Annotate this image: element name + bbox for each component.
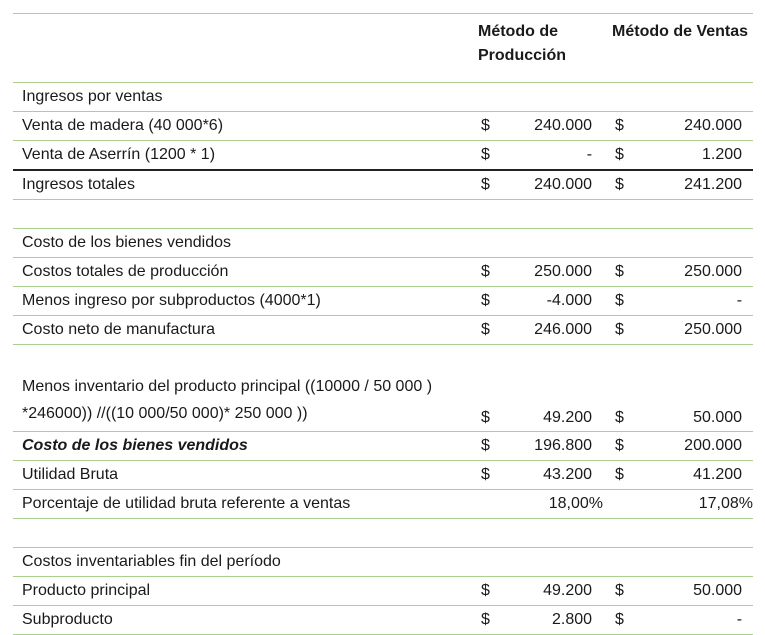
currency-symbol: $ — [603, 287, 623, 316]
row-sales-revenue-heading — [13, 83, 753, 112]
production-value: 246.000 — [489, 316, 603, 345]
header-empty-cell — [13, 14, 469, 83]
header-production-method: Método de Producción — [469, 14, 603, 83]
row-inventoriable-costs-heading — [13, 548, 753, 577]
row-sawdust-sales — [13, 141, 753, 171]
row-label: Costo de los bienes vendidos — [13, 432, 469, 461]
currency-symbol: $ — [603, 141, 623, 171]
row-label: Costo de los bienes vendidos — [13, 229, 469, 258]
currency-symbol: $ — [603, 432, 623, 461]
row-gross-margin-percent — [13, 490, 753, 519]
row-main-product — [13, 577, 753, 606]
sales-value: - — [623, 287, 753, 316]
sales-value: 250.000 — [623, 258, 753, 287]
row-net-manufacturing-cost — [13, 316, 753, 345]
row-main-product-inventory — [13, 345, 753, 432]
row-label: Ingresos totales — [22, 176, 135, 193]
production-value: 18,00% — [489, 490, 603, 519]
row-blank — [13, 519, 753, 548]
production-value: - — [489, 141, 603, 171]
row-label: Ingresos por ventas — [13, 83, 469, 112]
currency-symbol: $ — [469, 577, 489, 606]
row-gross-profit — [13, 461, 753, 490]
production-value: 43.200 — [489, 461, 603, 490]
currency-symbol: $ — [603, 461, 623, 490]
row-label: Porcentaje de utilidad bruta referente a ventas — [13, 490, 469, 519]
production-value: 240.000 — [534, 176, 593, 193]
currency-symbol: $ — [603, 345, 623, 432]
header-row — [13, 14, 753, 83]
currency-symbol: $ — [469, 432, 489, 461]
row-label: Menos ingreso por subproductos (4000*1) — [13, 287, 469, 316]
row-label: Costo neto de manufactura — [13, 316, 469, 345]
row-label: Venta de Aserrín (1200 * 1) — [13, 141, 469, 171]
income-statement-table — [13, 13, 753, 635]
row-label: Subproducto — [13, 606, 469, 635]
row-cogs-heading — [13, 229, 753, 258]
currency-symbol: $ — [469, 112, 489, 141]
row-label: Costos totales de producción — [13, 258, 469, 287]
row-blank — [13, 200, 753, 229]
currency-symbol: $ — [469, 258, 489, 287]
currency-symbol: $ — [603, 258, 623, 287]
row-label: Utilidad Bruta — [13, 461, 469, 490]
production-value: 196.800 — [489, 432, 603, 461]
row-label — [13, 519, 469, 548]
sales-value: - — [623, 606, 753, 635]
row-label: Producto principal — [13, 577, 469, 606]
row-cost-of-goods-sold — [13, 432, 753, 461]
sales-value: 1.200 — [623, 141, 753, 171]
currency-symbol: $ — [469, 461, 489, 490]
sales-value: 41.200 — [623, 461, 753, 490]
production-value: 2.800 — [489, 606, 603, 635]
currency-symbol: $ — [469, 287, 489, 316]
row-label: Costos inventariables fin del período — [13, 548, 469, 577]
sales-value: 241.200 — [684, 176, 743, 193]
currency-symbol: $ — [603, 577, 623, 606]
row-label — [13, 200, 469, 229]
sales-value: 17,08% — [623, 490, 753, 519]
sales-value: 240.000 — [623, 112, 753, 141]
row-total-production-costs — [13, 258, 753, 287]
currency-symbol: $ — [615, 176, 624, 193]
production-value: 49.200 — [489, 345, 603, 432]
row-total-revenue — [13, 170, 753, 200]
production-value: 49.200 — [489, 577, 603, 606]
production-value: -4.000 — [489, 287, 603, 316]
row-wood-sales — [13, 112, 753, 141]
sales-value: 50.000 — [623, 577, 753, 606]
currency-symbol: $ — [469, 316, 489, 345]
currency-symbol: $ — [481, 176, 490, 193]
row-label: Venta de madera (40 000*6) — [13, 112, 469, 141]
sales-value: 250.000 — [623, 316, 753, 345]
row-byproduct-revenue — [13, 287, 753, 316]
currency-symbol: $ — [603, 112, 623, 141]
currency-symbol: $ — [603, 316, 623, 345]
currency-symbol: $ — [469, 345, 489, 432]
sales-value: 200.000 — [623, 432, 753, 461]
production-value: 240.000 — [489, 112, 603, 141]
row-byproduct — [13, 606, 753, 635]
row-label: Menos inventario del producto principal ((10000 / 50 000 ) *246000)) //((10 000/50 000)* 250 000 )) — [13, 345, 469, 432]
currency-symbol: $ — [469, 606, 489, 635]
production-value: 250.000 — [489, 258, 603, 287]
currency-symbol: $ — [603, 606, 623, 635]
currency-symbol: $ — [469, 141, 489, 171]
header-sales-method: Método de Ventas — [603, 14, 753, 83]
sales-value: 50.000 — [623, 345, 753, 432]
